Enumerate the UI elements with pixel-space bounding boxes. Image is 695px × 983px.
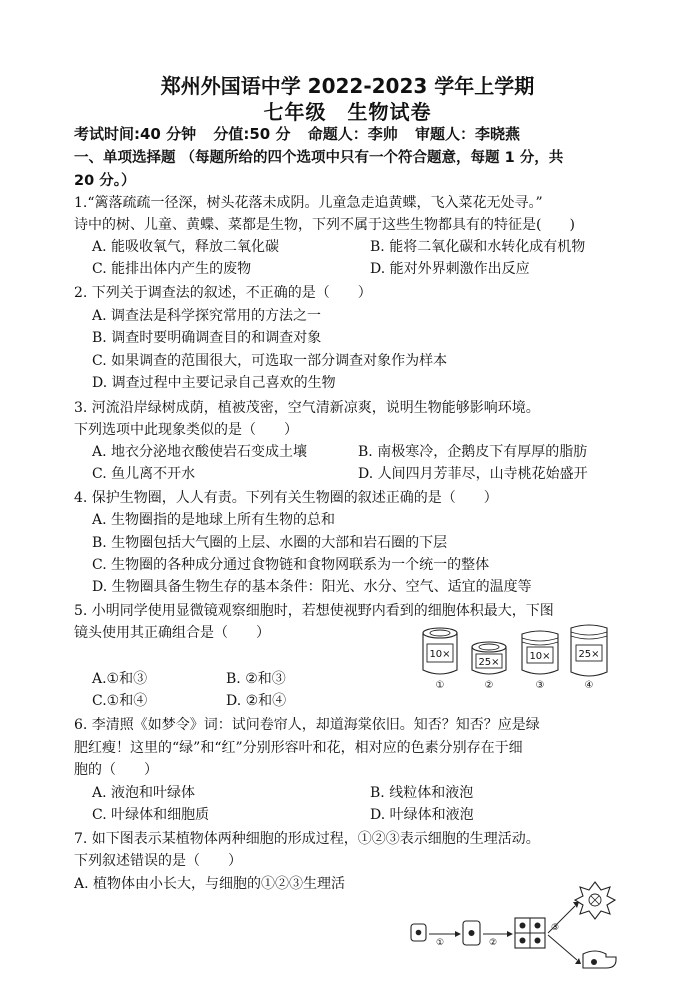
- q5-stem-line1: 5. 小明同学使用显微镜观察细胞时，若想使视野内看到的细胞体积最大，下图: [74, 603, 554, 619]
- q3-option-b: B. 南极寒冷，企鹅皮下有厚厚的脂肪: [358, 444, 588, 460]
- lens-4-label: 25×: [578, 649, 600, 660]
- exam-reviewer: 审题人：李晓燕: [414, 125, 520, 143]
- single-cell: [411, 924, 426, 941]
- q1-stem-line2: 诗中的树、儿童、黄蝶、菜都是生物，下列不属于这些生物都具有的特征是( ): [74, 217, 575, 233]
- specialized-cell-top: [575, 882, 615, 919]
- section-1-title-line2: 20 分。）: [74, 173, 136, 189]
- lens-4: [571, 625, 607, 691]
- specialized-cell-bottom: [583, 951, 616, 968]
- q1-option-b: B. 能将二氧化碳和水转化成有机物: [370, 239, 586, 255]
- q4-option-d: D. 生物圈具备生物生存的基本条件：阳光、水分、空气、适宜的温度等: [92, 579, 532, 595]
- lens-2: [472, 642, 506, 691]
- q5-option-c: C.①和④: [92, 693, 148, 709]
- lens-2-number: ②: [484, 680, 494, 691]
- q6-stem-line3: 胞的（ ）: [74, 762, 158, 778]
- step-2-label: ②: [488, 938, 498, 948]
- q2-option-b: B. 调查时要明确调查目的和调查对象: [92, 330, 322, 346]
- q1-option-d: D. 能对外界刺激作出反应: [370, 261, 530, 277]
- lens-1-number: ①: [435, 680, 445, 691]
- q3-stem-line2: 下列选项中此现象类似的是（ ）: [74, 422, 298, 438]
- cell-process-diagram: [405, 878, 620, 973]
- q7-stem-line2: 下列叙述错误的是（ ）: [74, 853, 242, 869]
- section-1-heading: [74, 147, 634, 193]
- lens-2-label: 25×: [478, 657, 500, 668]
- lens-3: [522, 631, 558, 691]
- q6-stem-line1: 6. 李清照《如梦令》词：试问卷帘人，却道海棠依旧。知否？知否？应是绿: [74, 717, 540, 733]
- step-1-label: ①: [435, 938, 445, 948]
- q4-stem: 4. 保护生物圈，人人有责。下列有关生物圈的叙述正确的是（ ）: [74, 490, 498, 506]
- q2-stem: 2. 下列关于调查法的叙述，不正确的是（ ）: [74, 285, 372, 301]
- q7-stem-line1: 7. 如下图表示某植物体两种细胞的形成过程，①②③表示细胞的生理活动。: [74, 831, 540, 847]
- q1-stem-line1: 1.“篱落疏疏一径深，树头花落未成阴。儿童急走追黄蝶，飞入菜花无处寻。”: [74, 195, 543, 211]
- q3-option-a: A. 地衣分泌地衣酸使岩石变成土壤: [92, 444, 308, 460]
- enlarged-cell: [463, 921, 480, 945]
- q6-option-d: D. 叶绿体和液泡: [370, 807, 474, 823]
- q3-option-c: C. 鱼儿离不开水: [92, 466, 196, 482]
- q1-option-c: C. 能排出体内产生的废物: [92, 261, 252, 277]
- exam-subtitle: 七年级 生物试卷: [263, 100, 432, 124]
- lens-4-number: ④: [584, 680, 594, 691]
- q6-stem-line2: 肥红瘦！这里的“绿”和“红”分别形容叶和花，相对应的色素分别存在于细: [74, 740, 523, 756]
- q2-option-c: C. 如果调查的范围很大，可选取一部分调查对象作为样本: [92, 353, 448, 369]
- divided-cells: [515, 918, 545, 948]
- q4-option-a: A. 生物圈指的是地球上所有生物的总和: [92, 512, 336, 528]
- lens-1-label: 10×: [429, 649, 451, 660]
- q7-option-a: A. 植物体由小长大，与细胞的①②③生理活: [74, 876, 346, 892]
- q4-option-c: C. 生物圈的各种成分通过食物链和食物网联系为一个统一的整体: [92, 557, 490, 573]
- q4-option-b: B. 生物圈包括大气圈的上层、水圈的大部和岩石圈的下层: [92, 535, 448, 551]
- lens-3-label: 10×: [529, 651, 551, 662]
- q5-option-b: B. ②和③: [226, 671, 286, 687]
- q5-stem-line2: 镜头使用其正确组合是（ ）: [74, 625, 270, 641]
- q6-option-c: C. 叶绿体和细胞质: [92, 807, 210, 823]
- q3-stem-line1: 3. 河流沿岸绿树成荫，植被茂密，空气清新凉爽，说明生物能够影响环境。: [74, 400, 540, 416]
- exam-meta: [74, 123, 674, 145]
- q5-option-d: D. ②和④: [226, 693, 287, 709]
- step-3-label: ③: [550, 923, 560, 933]
- q5-option-a: A.①和③: [92, 671, 148, 687]
- q6-option-b: B. 线粒体和液泡: [370, 785, 474, 801]
- lens-figure: [410, 620, 610, 692]
- section-1-title-line1: 一、单项选择题 （每题所给的四个选项中只有一个符合题意，每题 1 分，共: [74, 150, 564, 166]
- lens-3-number: ③: [535, 680, 545, 691]
- q1-option-a: A. 能吸收氧气，释放二氧化碳: [92, 239, 280, 255]
- exam-title: 郑州外国语中学 2022-2023 学年上学期: [160, 74, 535, 98]
- exam-score: 分值:50 分: [213, 125, 291, 143]
- exam-author: 命题人：李帅: [307, 125, 398, 143]
- q2-option-a: A. 调查法是科学探究常用的方法之一: [92, 308, 322, 324]
- q2-option-d: D. 调查过程中主要记录自己喜欢的生物: [92, 375, 336, 391]
- exam-time: 考试时间:40 分钟: [74, 125, 197, 143]
- q6-option-a: A. 液泡和叶绿体: [92, 785, 196, 801]
- q3-option-d: D. 人间四月芳菲尽，山寺桃花始盛开: [358, 466, 588, 482]
- lens-1: [423, 628, 457, 691]
